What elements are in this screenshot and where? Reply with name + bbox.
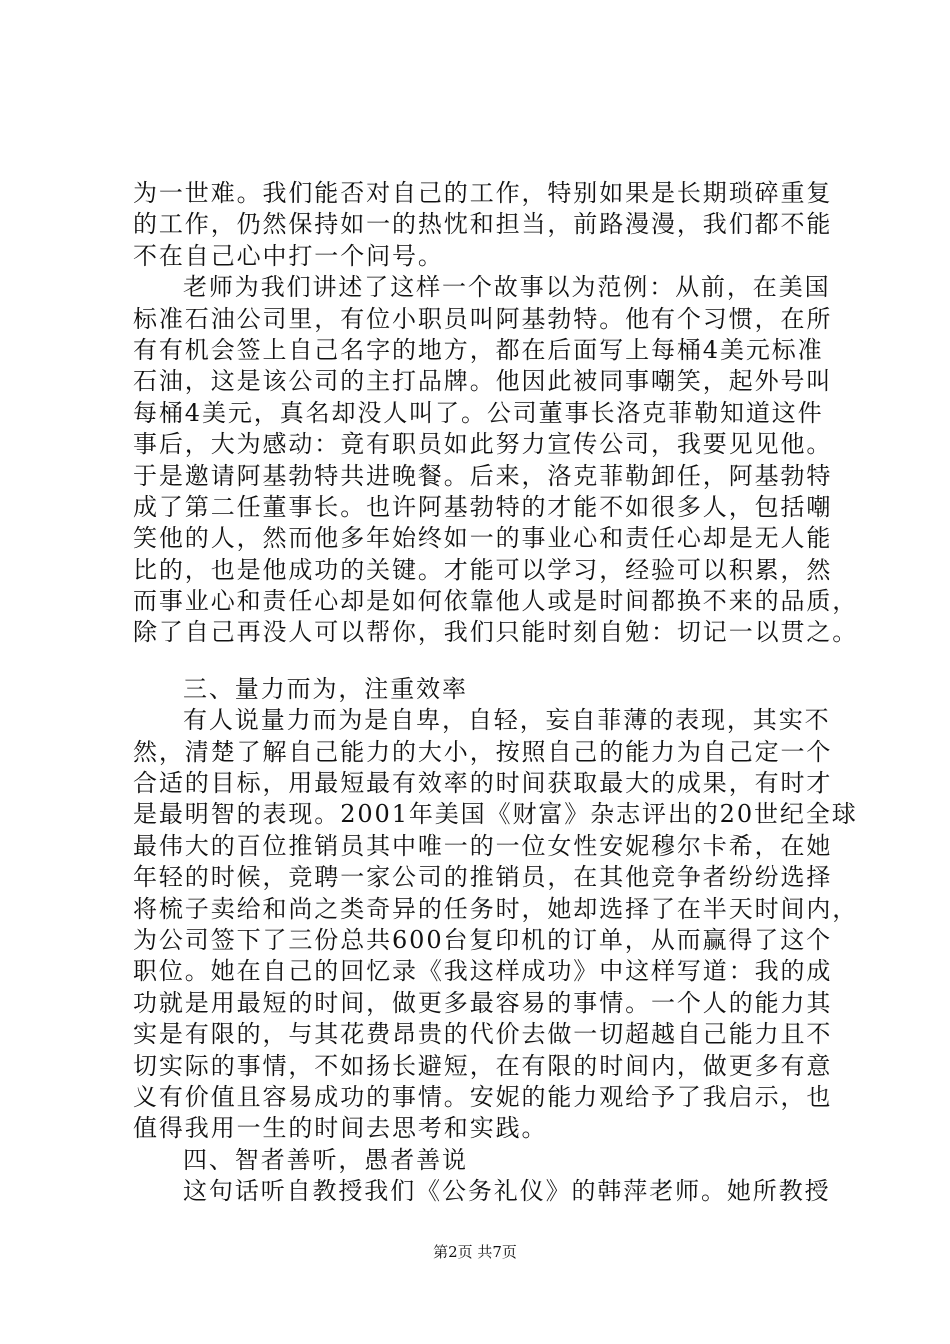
section-heading: 四、智者善听，愚者善说 bbox=[183, 1145, 468, 1174]
document-body bbox=[133, 178, 859, 1208]
text-line: 每桶4美元，真名却没人叫了。公司董事长洛克菲勒知道这件 bbox=[133, 398, 824, 427]
text-line: 事后，大为感动：竟有职员如此努力宣传公司，我要见见他。 bbox=[133, 430, 833, 459]
text-line: 石油，这是该公司的主打品牌。他因此被同事嘲笑，起外号叫 bbox=[133, 367, 833, 396]
text-line: 为公司签下了三份总共600台复印机的订单，从而赢得了这个 bbox=[133, 925, 833, 954]
text-line: 然，清楚了解自己能力的大小，按照自己的能力为自己定一个 bbox=[133, 737, 833, 766]
text-line: 老师为我们讲述了这样一个故事以为范例：从前，在美国 bbox=[183, 273, 831, 302]
page-number: 第2页 共7页 bbox=[433, 1243, 517, 1261]
text-line: 于是邀请阿基勃特共进晚餐。后来，洛克菲勒卸任，阿基勃特 bbox=[133, 461, 833, 490]
text-line: 比的，也是他成功的关键。才能可以学习，经验可以积累，然 bbox=[133, 555, 833, 584]
text-line: 最伟大的百位推销员其中唯一的一位女性安妮穆尔卡希，在她 bbox=[133, 831, 833, 860]
section-heading: 三、量力而为，注重效率 bbox=[183, 674, 468, 703]
text-line: 不在自己心中打一个问号。 bbox=[133, 241, 444, 270]
text-line: 合适的目标，用最短最有效率的时间获取最大的成果，有时才 bbox=[133, 769, 833, 798]
text-line: 有有机会签上自己名字的地方，都在后面写上每桶4美元标准 bbox=[133, 335, 824, 364]
text-line: 为一世难。我们能否对自己的工作，特别如果是长期琐碎重复 bbox=[133, 179, 833, 207]
text-line: 值得我用一生的时间去思考和实践。 bbox=[133, 1114, 548, 1143]
text-line: 年轻的时候，竞聘一家公司的推销员，在其他竞争者纷纷选择 bbox=[133, 863, 833, 892]
text-line: 这句话听自教授我们《公务礼仪》的韩萍老师。她所教授 bbox=[183, 1177, 831, 1206]
text-line: 义有价值且容易成功的事情。安妮的能力观给予了我启示，也 bbox=[133, 1082, 833, 1111]
text-line: 标准石油公司里，有位小职员叫阿基勃特。他有个习惯，在所 bbox=[133, 304, 833, 333]
text-line: 切实际的事情，不如扬长避短，在有限的时间内，做更多有意 bbox=[133, 1051, 833, 1080]
text-line: 而事业心和责任心却是如何依靠他人或是时间都换不来的品质， bbox=[133, 587, 859, 616]
text-line: 成了第二任董事长。也许阿基勃特的才能不如很多人，包括嘲 bbox=[133, 492, 833, 521]
text-line: 有人说量力而为是自卑，自轻，妄自菲薄的表现，其实不 bbox=[183, 706, 831, 735]
text-line: 的工作，仍然保持如一的热忱和担当，前路漫漫，我们都不能 bbox=[133, 210, 833, 239]
page-footer bbox=[0, 1242, 950, 1262]
text-line: 职位。她在自己的回忆录《我这样成功》中这样写道：我的成 bbox=[133, 957, 833, 986]
text-line: 功就是用最短的时间，做更多最容易的事情。一个人的能力其 bbox=[133, 988, 833, 1017]
text-line: 实是有限的，与其花费昂贵的代价去做一切超越自己能力且不 bbox=[133, 1020, 833, 1049]
text-line: 笑他的人，然而他多年始终如一的事业心和责任心却是无人能 bbox=[133, 524, 833, 553]
text-line: 将梳子卖给和尚之类奇异的任务时，她却选择了在半天时间内， bbox=[133, 894, 859, 923]
text-line: 除了自己再没人可以帮你，我们只能时刻自勉：切记一以贯之。 bbox=[133, 618, 859, 647]
paragraph-gap bbox=[133, 649, 851, 674]
text-line: 是最明智的表现。2001年美国《财富》杂志评出的20世纪全球 bbox=[133, 800, 858, 829]
